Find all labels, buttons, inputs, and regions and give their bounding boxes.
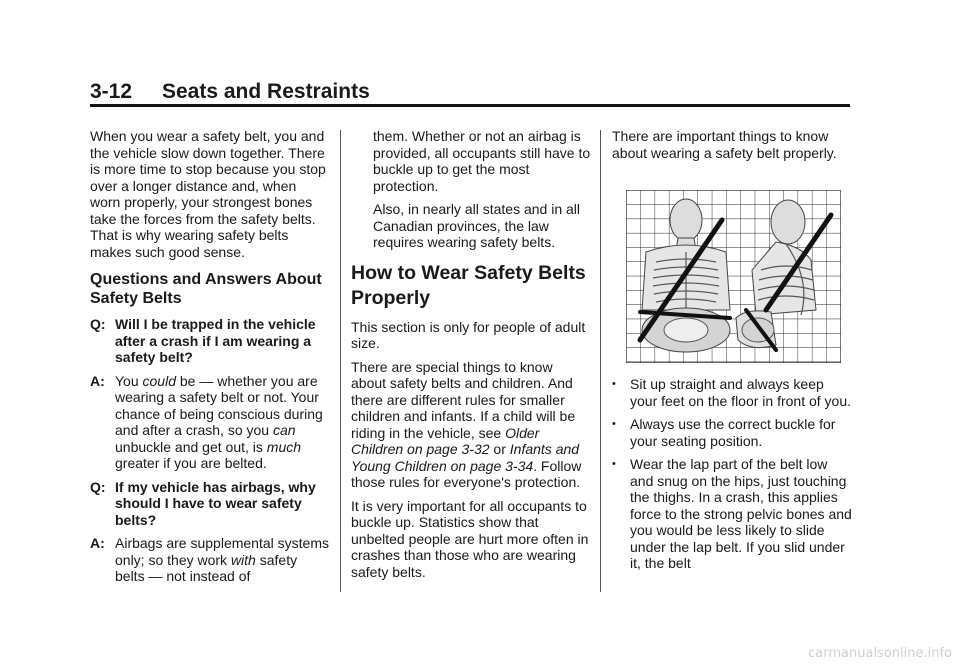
answer-text: You could be — whether you are wearing a safety belt or not. Your chance of being conscious during and after a crash, so you can unbuckle and get out, is much greater if you are belted.: [115, 372, 323, 471]
intro-paragraph: When you wear a safety belt, you and the vehicle slow down together. There is more time to stop because you stop over a longer distance and, when worn properly, your strongest bones take the forces from the safety belts. That is why wearing safety belts makes such good sense.: [90, 128, 326, 260]
intro-paragraph: There are important things to know about wearing a safety belt properly.: [612, 128, 837, 161]
list-item: • Always use the correct buckle for your seating position.: [612, 416, 836, 449]
question-text: If my vehicle has airbags, why should I have to wear safety belts?: [115, 478, 316, 528]
a-label: A:: [90, 535, 105, 551]
statistics-paragraph: It is very important for all occupants to buckle up. Statistics show that unbelted people are hurt more often in crashes than those who are wearing safety belts.: [351, 497, 589, 580]
continued-paragraph: them. Whether or not an airbag is provided, all occupants still have to buckle up to get the most protection.: [373, 128, 591, 194]
link-infants[interactable]: Infants and Young Children on page 3-34: [351, 441, 580, 474]
safety-belt-illustration: [626, 190, 841, 363]
column-2: [351, 128, 591, 587]
q-label: Q:: [90, 478, 106, 495]
section-title: Seats and Restraints: [162, 80, 370, 103]
page-number: 3-12: [90, 80, 133, 103]
bullet-icon: •: [612, 418, 616, 430]
header-rule: [90, 104, 850, 107]
question-text: Will I be trapped in the vehicle after a crash if I am wearing a safety belt?: [115, 316, 316, 365]
belt-skeleton-figure: [626, 190, 841, 363]
answer-1: [90, 373, 330, 472]
page-header: [90, 80, 370, 104]
question-2: [90, 479, 330, 529]
bullet-icon: •: [612, 378, 616, 390]
list-item: • Wear the lap part of the belt low and snug on the hips, just touching the thighs. In a crash, this applies force to the strong pelvic bones and you would be less likely to slide under the lap belt. If you slid under it, the belt: [612, 456, 852, 571]
question-1: [90, 316, 330, 366]
adult-size-paragraph: This section is only for people of adult size.: [351, 318, 586, 351]
bullet-list: [612, 376, 852, 579]
qa-heading: Questions and Answers About Safety Belts: [90, 271, 322, 307]
bullet-icon: •: [612, 458, 616, 470]
column-divider-1: [340, 130, 341, 592]
children-paragraph: There are special things to know about safety belts and children. And there are different rules for smaller children and infants. If a child will be riding in the vehicle, see Older Children on page 3-32 or Infants and Young Children on page 3-34. Follow those rules for everyone's protection.: [351, 358, 582, 490]
a-label: A:: [90, 372, 105, 389]
list-item: • Sit up straight and always keep your feet on the floor in front of you.: [612, 376, 852, 409]
column-divider-2: [600, 130, 601, 592]
link-older-children[interactable]: Older Children on page 3-32: [351, 424, 540, 457]
answer-2: [90, 535, 330, 585]
answer-text: Airbags are supplemental systems only; so they work with safety belts — not instead of: [115, 535, 329, 584]
section-heading: How to Wear Safety Belts Properly: [351, 261, 586, 309]
column-3: [612, 128, 852, 168]
q-label: Q:: [90, 316, 106, 332]
canada-paragraph: Also, in nearly all states and in all Canadian provinces, the law requires wearing safety belts.: [373, 201, 580, 250]
column-1: [90, 128, 330, 592]
watermark: carmanualsonline.info: [808, 646, 952, 661]
